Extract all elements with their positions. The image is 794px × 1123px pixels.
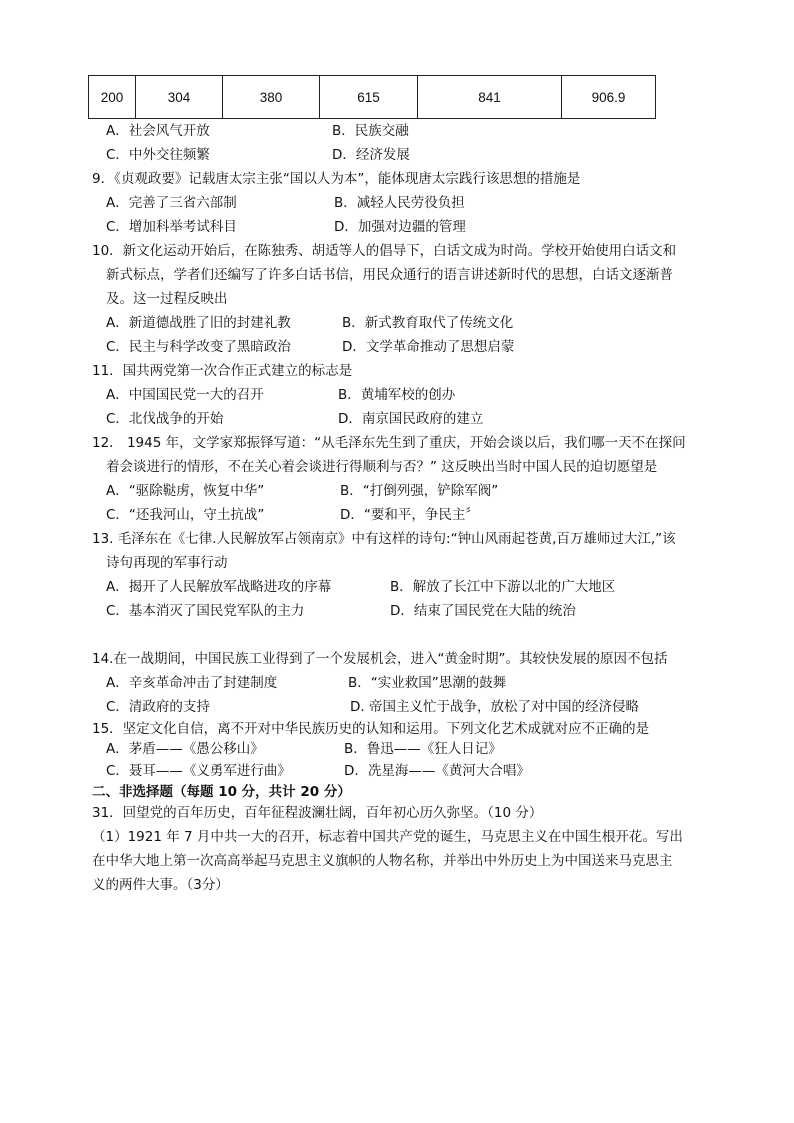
q9-option-d: D．加强对边疆的管理	[334, 219, 466, 235]
q9-text: 9．《贞观政要》记载唐太宗主张“国以人为本”，能体现唐太宗践行该思想的措施是	[92, 171, 581, 187]
q11-option-b: B．黄埔军校的创办	[338, 387, 456, 403]
q14-text: 14.在一战期间，中国民族工业得到了一个发展机会，进入“黄金时期”。其较快发展的原因不包括	[92, 651, 668, 667]
q31-sub1-line: 在中华大地上第一次高高举起马克思主义旗帜的人物名称，并举出中外历史上为中国送来马克思主	[92, 853, 673, 869]
q31-sub1-line: （1）1921 年 7 月中共一大的召开，标志着中国共产党的诞生，马克思主义在中国生根开花。写出	[92, 829, 683, 845]
q15-option-b: B．鲁迅——《狂人日记》	[344, 741, 502, 757]
q10-option-c: C．民主与科学改变了黑暗政治	[106, 339, 291, 355]
q13-text-line: 诗句再现的军事行动	[106, 555, 228, 571]
q13-option-c: C．基本消灭了国民党军队的主力	[106, 603, 305, 619]
q15-option-d: D．冼星海——《黄河大合唱》	[344, 763, 530, 779]
q14-option-d: D. 帝国主义忙于战争，放松了对中国的经济侵略	[350, 699, 639, 715]
q10-option-b: B．新式教育取代了传统文化	[342, 315, 514, 331]
q12-option-d: D．“要和平，争民主〞	[340, 507, 479, 523]
q12-option-c: C．“还我河山，守土抗战”	[106, 507, 265, 523]
q13-option-d: D．结束了国民党在大陆的统治	[390, 603, 576, 619]
q9-option-c: C．增加科举考试科目	[106, 219, 237, 235]
q10-text-line: 及。这一过程反映出	[106, 291, 228, 307]
q11-option-a: A．中国国民党一大的召开	[106, 387, 264, 403]
q12-option-b: B．“打倒列强，铲除军阀”	[340, 483, 499, 499]
table-cell: 304	[136, 76, 223, 119]
table-cell: 906.9	[562, 76, 656, 119]
q31-text: 31．回望党的百年历史，百年征程波澜壮阔，百年初心历久弥坚。（10 分）	[92, 805, 543, 821]
section-heading: 二、非选择题（每题 10 分，共计 20 分）	[92, 784, 351, 800]
q10-text-line: 新式标点，学者们还编写了许多白话书信，用民众通行的语言讲述新时代的思想，白话文逐渐普	[106, 267, 673, 283]
q9-option-b: B．减轻人民劳役负担	[334, 195, 465, 211]
q13-text-line: 13. 毛泽东在《七律.人民解放军占领南京》中有这样的诗句:“钟山风雨起苍黄,百万雄师过大江,”该	[92, 531, 676, 547]
q15-option-a: A．茅盾——《愚公移山》	[106, 741, 264, 757]
q12-text-line: 着会谈进行的情形，不在关心着会谈进行得顺利与否？” 这反映出当时中国人民的迫切愿望是	[106, 459, 658, 475]
table-cell: 200	[89, 76, 136, 119]
q8-option-a: A．社会风气开放	[106, 123, 210, 139]
q15-option-c: C．聂耳——《义勇军进行曲》	[106, 763, 291, 779]
table-row	[89, 76, 656, 119]
q10-option-a: A．新道德战胜了旧的封建礼教	[106, 315, 291, 331]
q11-option-c: C．北伐战争的开始	[106, 411, 224, 427]
q8-option-b: B．民族交融	[332, 123, 409, 139]
q14-option-c: C．清政府的支持	[106, 699, 210, 715]
q12-option-a: A．“驱除鞑虏，恢复中华”	[106, 483, 265, 499]
q13-option-a: A．揭开了人民解放军战略进攻的序幕	[106, 579, 332, 595]
q14-option-b: B．“实业救国”思潮的鼓舞	[348, 675, 507, 691]
q13-option-b: B．解放了长江中下游以北的广大地区	[390, 579, 616, 595]
q31-sub1-line: 义的两件大事。（3分）	[92, 877, 229, 893]
q15-text: 15．坚定文化自信，离不开对中华民族历史的认知和运用。下列文化艺术成就对应不正确的是	[92, 721, 650, 737]
q8-option-d: D．经济发展	[332, 147, 410, 163]
q10-text-line: 10．新文化运动开始后，在陈独秀、胡适等人的倡导下，白话文成为时尚。学校开始使用白话文和	[92, 243, 677, 259]
q8-option-c: C．中外交往频繁	[106, 147, 210, 163]
table-cell: 380	[223, 76, 320, 119]
q12-text-line: 12． 1945 年，文学家郑振铎写道：“从毛泽东先生到了重庆，开始会谈以后，我们哪一天不在探问	[92, 435, 686, 451]
q10-option-d: D．文学革命推动了思想启蒙	[342, 339, 515, 355]
q11-option-d: D．南京国民政府的建立	[338, 411, 484, 427]
q14-option-a: A．辛亥革命冲击了封建制度	[106, 675, 278, 691]
table-cell: 615	[320, 76, 418, 119]
q11-text: 11．国共两党第一次合作正式建立的标志是	[92, 363, 353, 379]
data-table	[88, 75, 656, 119]
q9-option-a: A．完善了三省六部制	[106, 195, 237, 211]
table-cell: 841	[418, 76, 562, 119]
